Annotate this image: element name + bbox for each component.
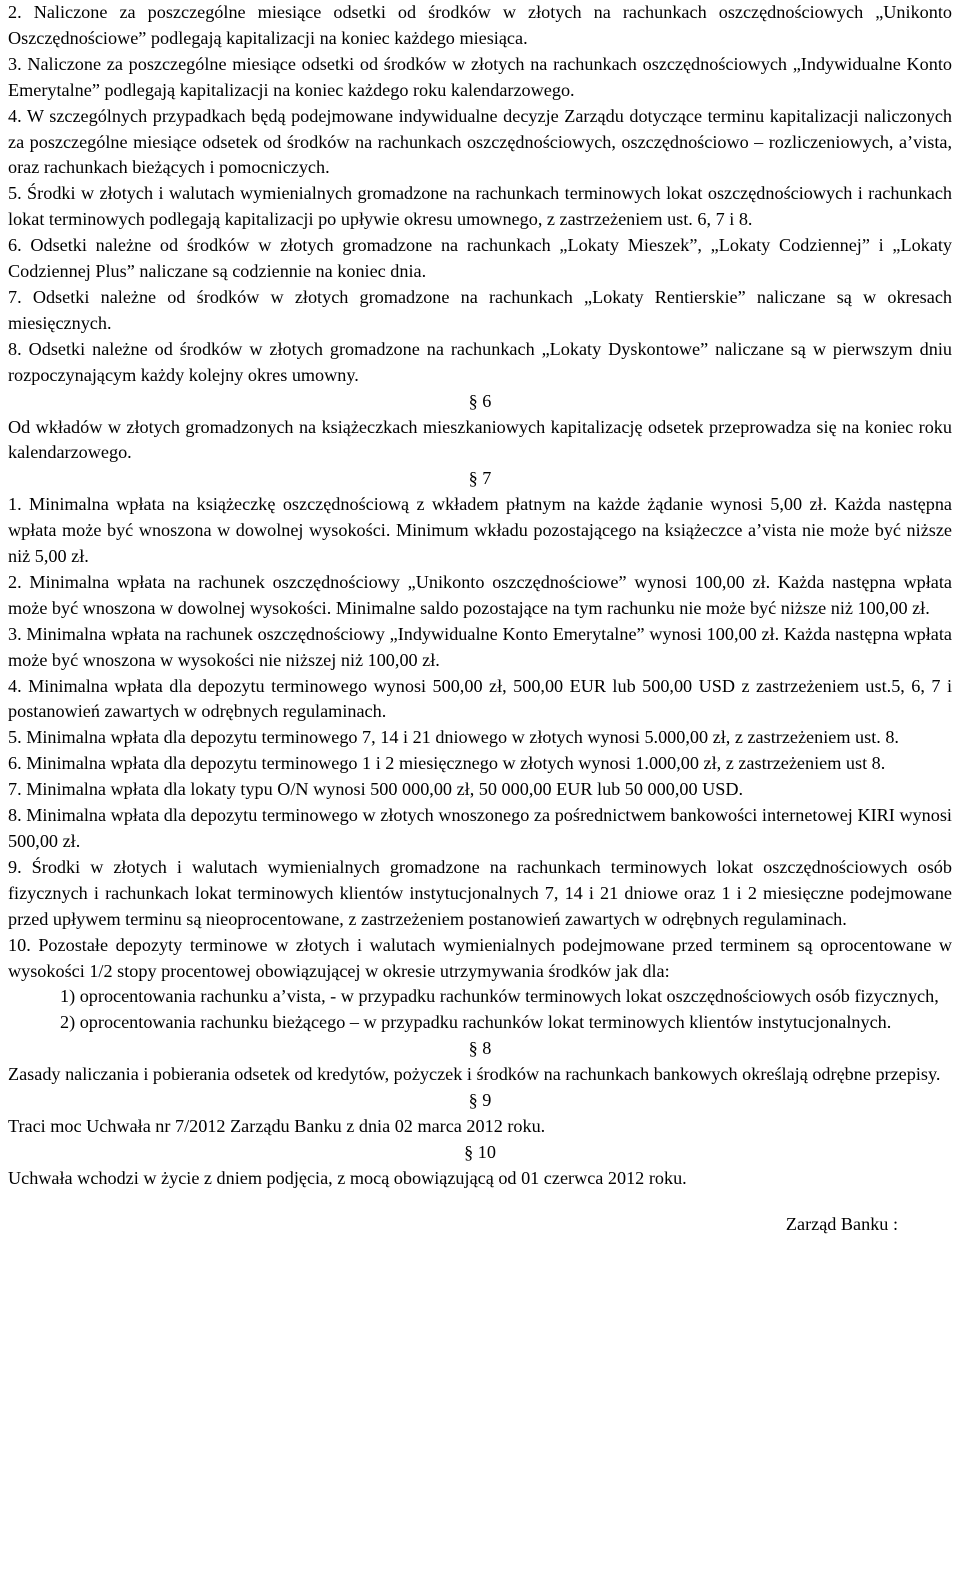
paragraph-2: 2. Naliczone za poszczególne miesiące odsetki od środków w złotych na rachunkach oszczędnościowych „Unikonto Oszczędnościowe” podlegają kapitalizacji na koniec każdego miesiąca. [8, 2, 952, 48]
section-7-paragraph-6: 6. Minimalna wpłata dla depozytu terminowego 1 i 2 miesięcznego w złotych wynosi 1.000,00 zł, z zastrzeżeniem ust 8. [8, 753, 886, 774]
section-7-sublist [8, 984, 952, 1036]
section-8-text: Zasady naliczania i pobierania odsetek od kredytów, pożyczek i środków na rachunkach bankowych określają odrębne przepisy. [8, 1064, 941, 1085]
section-7-paragraph-5: 5. Minimalna wpłata dla depozytu terminowego 7, 14 i 21 dniowego w złotych wynosi 5.000,00 zł, z zastrzeżeniem ust. 8. [8, 727, 899, 748]
section-8-heading: § 8 [468, 1038, 492, 1059]
section-7-paragraph-3: 3. Minimalna wpłata na rachunek oszczędnościowy „Indywidualne Konto Emerytalne” wynosi 100,00 zł. Każda następna wpłata może być wnoszona w wysokości nie niższej niż 100,00 zł. [8, 623, 952, 670]
paragraph-4: 4. W szczególnych przypadkach będą podejmowane indywidualne decyzje Zarządu dotyczące terminu kapitalizacji naliczonych za poszczególne miesiące odsetek od środków na rachunkach oszczędnościowych, oszczędnościowo – rozliczeniowych, a’vista, oraz rachunkach bieżących i pomocniczych. [8, 105, 952, 178]
section-6-text: Od wkładów w złotych gromadzonych na książeczkach mieszkaniowych kapitalizację odsetek przeprowadza się na koniec roku kalendarzowego. [8, 416, 952, 463]
section-7-paragraph-8: 8. Minimalna wpłata dla depozytu terminowego w złotych wnoszonego za pośrednictwem bankowości internetowej KIRI wynosi 500,00 zł. [8, 805, 952, 851]
section-9-text: Traci moc Uchwała nr 7/2012 Zarządu Banku z dnia 02 marca 2012 roku. [8, 1115, 546, 1136]
section-7-paragraph-1: 1. Minimalna wpłata na książeczkę oszczędnościową z wkładem płatnym na każde żądanie wynosi 5,00 zł. Każda następna wpłata może być wnoszona w dowolnej wysokości. Minimum wkładu pozostającego na książeczce a’vista nie może być niższe niż 5,00 zł. [8, 494, 952, 567]
paragraph-3: 3. Naliczone za poszczególne miesiące odsetki od środków w złotych na rachunkach oszczędnościowych „Indywidualne Konto Emerytalne” podlegają kapitalizacji na koniec każdego roku kalendarzowego. [8, 53, 952, 100]
section-10-text: Uchwała wchodzi w życie z dniem podjęcia, z mocą obowiązującą od 01 czerwca 2012 roku. [8, 1167, 687, 1188]
section-7-paragraph-10: 10. Pozostałe depozyty terminowe w złotych i walutach wymienialnych podejmowane przed terminem są oprocentowane w wysokości 1/2 stopy procentowej obowiązującej w okresie utrzymywania środków jak dla: [8, 934, 952, 981]
paragraph-8: 8. Odsetki należne od środków w złotych gromadzone na rachunkach „Lokaty Dyskontowe” naliczane są w pierwszym dniu rozpoczynającym każdy kolejny okres umowny. [8, 338, 952, 385]
paragraph-6: 6. Odsetki należne od środków w złotych gromadzone na rachunkach „Lokaty Mieszek”, „Lokaty Codziennej” i „Lokaty Codziennej Plus” naliczane są codziennie na koniec dnia. [8, 235, 952, 282]
signature-label: Zarząd Banku : [785, 1213, 898, 1234]
section-7-paragraph-4: 4. Minimalna wpłata dla depozytu terminowego wynosi 500,00 zł, 500,00 EUR lub 500,00 USD z zastrzeżeniem ust.5, 6, 7 i postanowień zawartych w odrębnych regulaminach. [8, 675, 952, 722]
section-7-paragraph-9: 9. Środki w złotych i walutach wymienialnych gromadzone na rachunkach terminowych lokat oszczędnościowych osób fizycznych i rachunkach lokat terminowych klientów instytucjonalnych 7, 14 i 21 dniowe oraz 1 i 2 miesięczne podejmowane przed upływem terminu są nieoprocentowane, z zastrzeżeniem postanowień zawartych w odrębnych regulaminach. [8, 856, 952, 929]
paragraph-7: 7. Odsetki należne od środków w złotych gromadzone na rachunkach „Lokaty Rentierskie” naliczane są w okresach miesięcznych. [8, 286, 952, 333]
section-9-heading: § 9 [468, 1090, 492, 1111]
paragraph-5: 5. Środki w złotych i walutach wymienialnych gromadzone na rachunkach terminowych lokat oszczędnościowych i rachunkach lokat terminowych podlegają kapitalizacji po upływie okresu umownego, z zastrzeżeniem ust. 6, 7 i 8. [8, 183, 952, 230]
section-6-heading: § 6 [468, 390, 492, 411]
section-10-heading: § 10 [464, 1141, 496, 1162]
list-item: 1) oprocentowania rachunku a’vista, - w przypadku rachunków terminowych lokat oszczędnościowych osób fizycznych, [60, 986, 939, 1007]
section-7-paragraph-2: 2. Minimalna wpłata na rachunek oszczędnościowy „Unikonto oszczędnościowe” wynosi 100,00 zł. Każda następna wpłata może być wnoszona w dowolnej wysokości. Minimalne saldo pozostające na tym rachunku nie może być niższe niż 100,00 zł. [8, 571, 952, 618]
section-7-paragraph-7: 7. Minimalna wpłata dla lokaty typu O/N wynosi 500 000,00 zł, 50 000,00 EUR lub 50 000,00 USD. [8, 779, 744, 800]
section-7-heading: § 7 [468, 468, 492, 489]
list-item: 2) oprocentowania rachunku bieżącego – w przypadku rachunków lokat terminowych klientów instytucjonalnych. [60, 1012, 892, 1033]
